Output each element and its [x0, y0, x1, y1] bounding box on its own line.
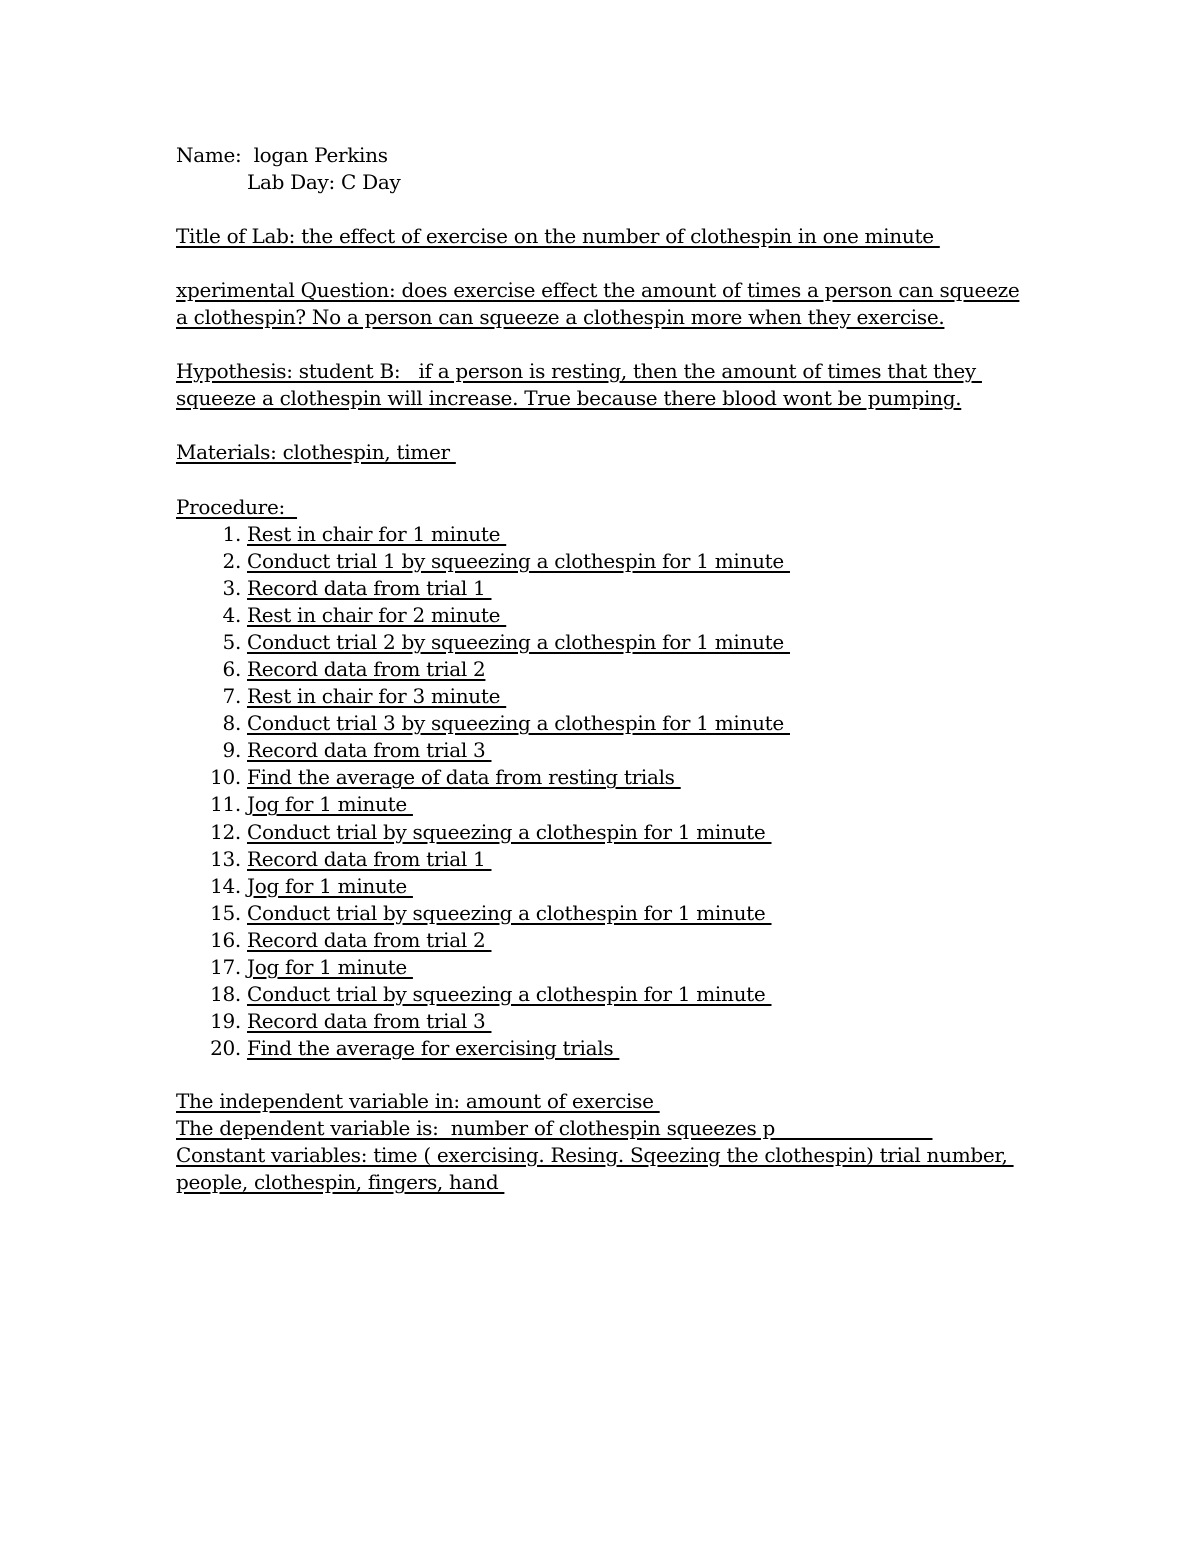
procedure-step-number: 20. [210, 1035, 241, 1060]
procedure-step-number: 4. [222, 603, 241, 628]
procedure-step-number: 17. [210, 954, 241, 979]
procedure-step-number: 10. [210, 765, 241, 790]
procedure-step-number: 14. [210, 873, 241, 898]
procedure-step-text: Conduct trial 3 by squeezing a clothespin for 1 minute [247, 711, 790, 736]
lab-day-line: Lab Day: C Day [247, 170, 401, 194]
procedure-step-number: 12. [210, 819, 241, 844]
procedure-step-number: 3. [222, 576, 241, 601]
lab-title: Title of Lab: the effect of exercise on the number of clothespin in one minute [176, 224, 940, 248]
name-line: Name: logan Perkins [176, 143, 388, 167]
procedure-step-text: Rest in chair for 1 minute [247, 522, 507, 546]
procedure-step-text: Conduct trial by squeezing a clothespin for 1 minute [247, 981, 772, 1006]
procedure-step-number: 13. [210, 846, 241, 871]
experimental-question-line-2: a clothespin? No a person can squeeze a clothespin more when they exercise. [176, 305, 945, 329]
procedure-step-text: Jog for 1 minute [247, 954, 413, 979]
procedure-step-text: Record data from trial 3 [247, 738, 492, 763]
procedure-step-text: Jog for 1 minute [247, 873, 413, 898]
procedure-step-text: Conduct trial by squeezing a clothespin for 1 minute [247, 900, 772, 925]
hypothesis-line-1: Hypothesis: student B: if a person is resting, then the amount of times that they [176, 359, 982, 383]
procedure-step-text: Jog for 1 minute [247, 792, 413, 817]
procedure-step-text: Find the average for exercising trials [247, 1035, 620, 1060]
materials-line: Materials: clothespin, timer [176, 440, 456, 464]
procedure-step-number: 18. [210, 981, 241, 1006]
experimental-question-line-1: xperimental Question: does exercise effect the amount of times a person can squeeze [176, 278, 1020, 302]
procedure-step-number: 11. [210, 792, 241, 817]
procedure-step-number: 5. [222, 630, 241, 655]
procedure-step-text: Conduct trial by squeezing a clothespin for 1 minute [247, 819, 772, 844]
procedure-step-number: 2. [222, 549, 241, 574]
procedure-step-number: 15. [210, 900, 241, 925]
procedure-step-number: 1. [222, 522, 241, 546]
procedure-step-number: 8. [222, 711, 241, 736]
procedure-step-number: 7. [222, 684, 241, 709]
procedure-step-text: Conduct trial 2 by squeezing a clothespin for 1 minute [247, 630, 790, 655]
procedure-step-number: 6. [222, 657, 241, 682]
procedure-step-text: Record data from trial 2 [247, 927, 492, 952]
procedure-step-text: Find the average of data from resting trials [247, 765, 681, 790]
constant-variables-line-1: Constant variables: time ( exercising. Resing. Sqeezing the clothespin) trial number, [176, 1143, 1014, 1167]
dependent-variable-line: The dependent variable is: number of clothespin squeezes p [176, 1116, 933, 1140]
procedure-step-number: 16. [210, 927, 241, 952]
hypothesis-line-2: squeeze a clothespin will increase. True because there blood wont be pumping. [176, 386, 962, 410]
constant-variables-line-2: people, clothespin, fingers, hand [176, 1170, 505, 1194]
procedure-step-text: Rest in chair for 3 minute [247, 684, 507, 709]
procedure-heading: Procedure: [176, 495, 298, 519]
procedure-step-text: Record data from trial 1 [247, 846, 492, 871]
independent-variable-line: The independent variable in: amount of exercise [176, 1089, 660, 1113]
procedure-step-number: 9. [222, 738, 241, 763]
procedure-step-text: Rest in chair for 2 minute [247, 603, 507, 628]
procedure-step-text: Record data from trial 2 [247, 657, 486, 682]
procedure-step-text: Conduct trial 1 by squeezing a clothespin for 1 minute [247, 549, 790, 574]
procedure-step-text: Record data from trial 3 [247, 1008, 492, 1033]
procedure-step-text: Record data from trial 1 [247, 576, 492, 601]
procedure-step-number: 19. [210, 1008, 241, 1033]
